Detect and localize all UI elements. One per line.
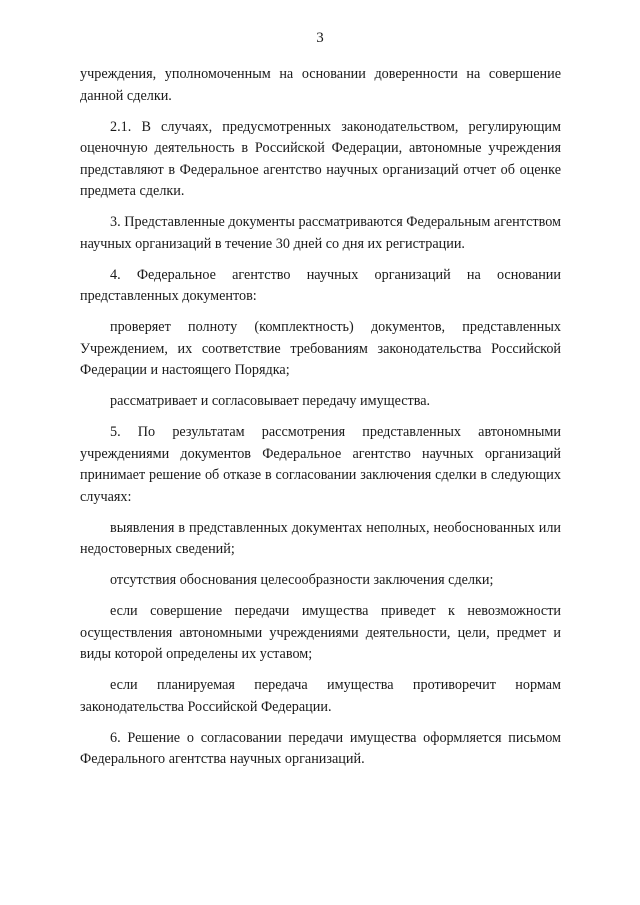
page-number: 3: [316, 30, 324, 46]
document-body: [80, 64, 561, 780]
paragraph-5-item-2: отсутствия обоснования целесообразности заключения сделки;: [110, 572, 494, 588]
paragraph-4-item-2: рассматривает и согласовывает передачу имущества.: [110, 393, 431, 409]
paragraph-3: 3. Представленные документы рассматриваются Федеральным агентством научных организаций в течение 30 дней со дня их регистрации.: [80, 214, 561, 252]
paragraph-5-item-4: если планируемая передача имущества противоречит нормам законодательства Российской Федерации.: [80, 677, 561, 715]
paragraph-4-item-1: проверяет полноту (комплектность) документов, представленных Учреждением, их соответствие требованиям законодательства Российской Федерации и настоящего Порядка;: [80, 319, 561, 378]
paragraph-2-1: 2.1. В случаях, предусмотренных законодательством, регулирующим оценочную деятельность в Российской Федерации, автономные учреждения представляют в Федеральное агентство научных организаций отчет об оценке предмета сделки.: [80, 118, 561, 199]
paragraph-6: 6. Решение о согласовании передачи имущества оформляется письмом Федерального агентства научных организаций.: [80, 729, 561, 767]
paragraph-continuation: учреждения, уполномоченным на основании доверенности на совершение данной сделки.: [80, 66, 561, 104]
paragraph-5-item-1: выявления в представленных документах неполных, необоснованных или недостоверных сведений;: [80, 519, 561, 557]
paragraph-5: 5. По результатам рассмотрения представленных автономными учреждениями документов Федеральное агентство научных организаций принимает решение об отказе в согласовании заключения сделки в следующих случаях:: [80, 424, 561, 505]
paragraph-5-item-3: если совершение передачи имущества приведет к невозможности осуществления автономными учреждениями деятельности, цели, предмет и виды которой определены их уставом;: [80, 603, 561, 662]
paragraph-4: 4. Федеральное агентство научных организаций на основании представленных документов:: [80, 266, 561, 304]
